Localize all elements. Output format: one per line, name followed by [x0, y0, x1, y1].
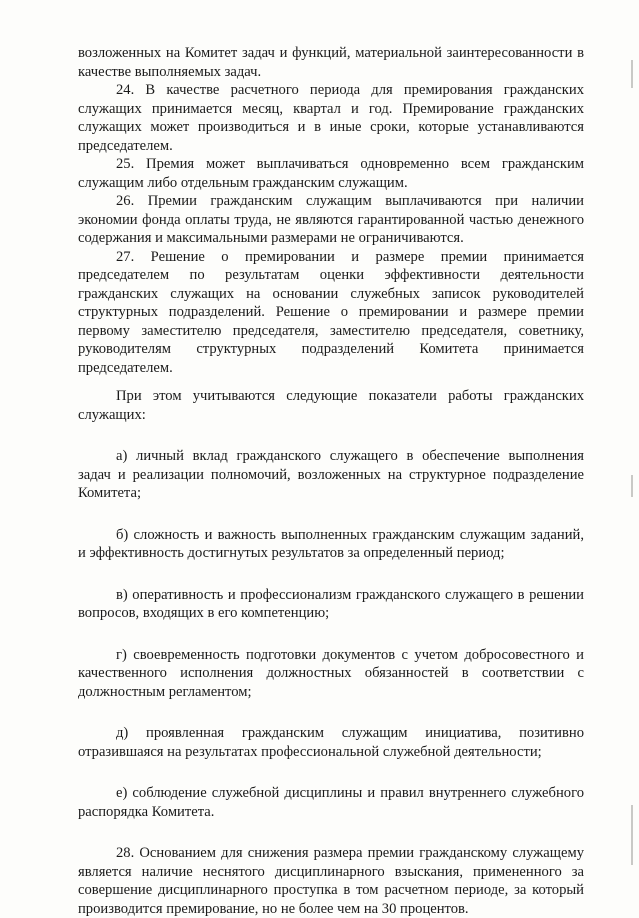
paragraph-intro: возложенных на Комитет задач и функций, материальной заинтересованности в качестве выполняемых задач.	[78, 45, 584, 80]
list-item-e: е) соблюдение служебной дисциплины и правил внутреннего служебного распорядка Комитета.	[78, 785, 584, 820]
list-item-b: б) сложность и важность выполненных гражданским служащим заданий, и эффективность достигнутых результатов за определенный период;	[78, 526, 584, 561]
list-item-v: в) оперативность и профессионализм гражданского служащего в решении вопросов, входящих в его компетенцию;	[78, 586, 584, 621]
paragraph-25: 25. Премия может выплачиваться одновременно всем гражданским служащим либо отдельным гражданским служащим.	[78, 156, 584, 191]
paragraph-27-lead: При этом учитываются следующие показатели работы гражданских служащих:	[78, 388, 584, 423]
list-item-a: а) личный вклад гражданского служащего в обеспечение выполнения задач и реализации полномочий, возложенных на структурное подразделение Комитета;	[78, 448, 584, 501]
scan-edge-mark	[631, 805, 633, 865]
scan-edge-mark	[631, 60, 633, 88]
paragraph-27: 27. Решение о премировании и размере премии принимается председателем по результатам оценки эффективности деятельности гражданских служащих на основании служебных записок руководителей структурных подразделений. Решение о премировании и размере премии первому заместителю председателя, заместителю председателя, советнику, руководителям структурных подразделений Комитета принимается председателем.	[78, 248, 584, 376]
paragraph-24: 24. В качестве расчетного периода для премирования гражданских служащих принимается месяц, квартал и год. Премирование гражданских служащих может производиться и в иные сроки, которые устанавливаются председателем.	[78, 82, 584, 154]
paragraph-28: 28. Основанием для снижения размера премии гражданскому служащему является наличие неснятого дисциплинарного взыскания, примененного за совершение дисциплинарного проступка в том расчетном периоде, за который производится премирование, но не более чем на 30 процентов.	[78, 845, 584, 917]
scan-edge-mark	[631, 475, 633, 497]
paragraph-26: 26. Премии гражданским служащим выплачиваются при наличии экономии фонда оплаты труда, не являются гарантированной частью денежного содержания и максимальными размерами не ограничиваются.	[78, 193, 584, 246]
list-item-d: д) проявленная гражданским служащим инициатива, позитивно отразившаяся на результатах профессиональной служебной деятельности;	[78, 725, 584, 760]
list-item-g: г) своевременность подготовки документов с учетом добросовестного и качественного исполнения должностных обязанностей в соответствии с должностным регламентом;	[78, 646, 584, 700]
